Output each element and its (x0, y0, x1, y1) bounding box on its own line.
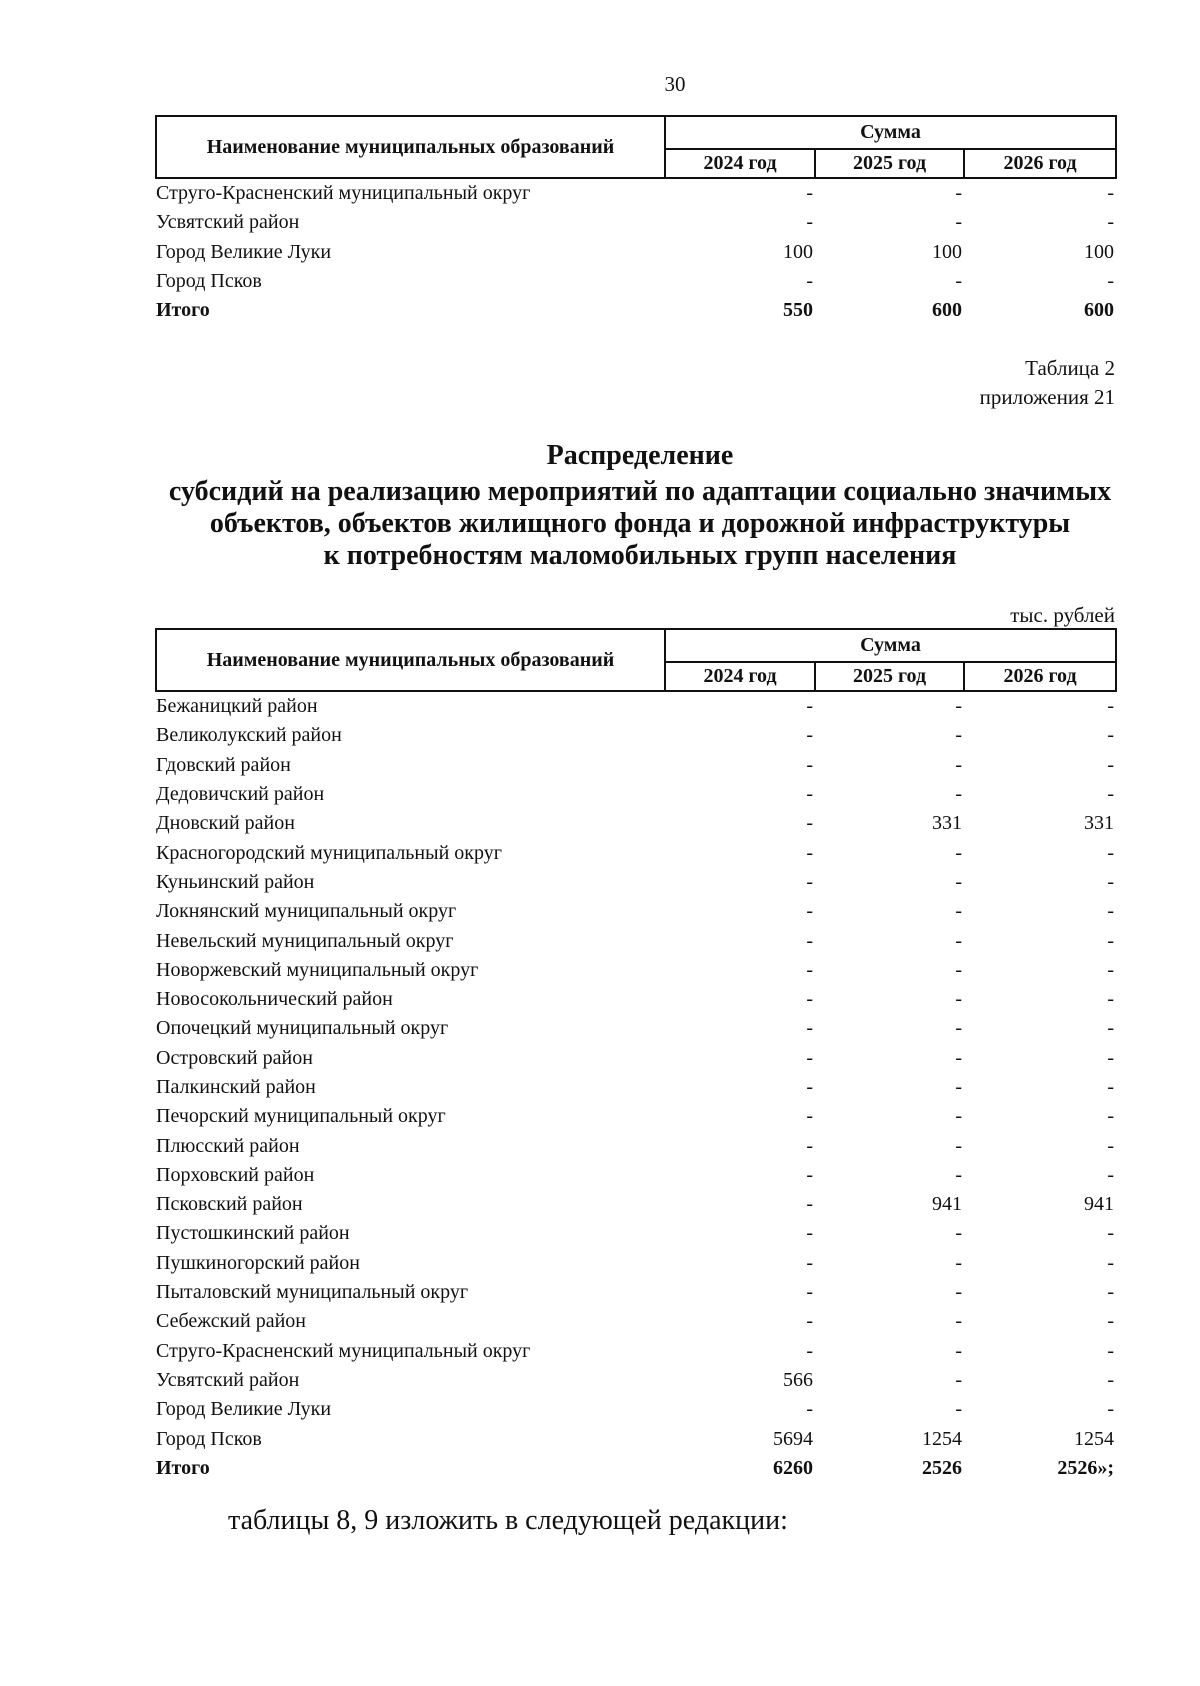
amount-2025: - (955, 1134, 962, 1157)
table-row (156, 1395, 1116, 1424)
municipality-name: Великолукский район (156, 724, 342, 747)
amount-2025: - (955, 1105, 962, 1128)
column-header-sum: Сумма (665, 116, 1116, 149)
amount-2024: - (806, 1017, 813, 1040)
amount-2025: 100 (932, 240, 962, 263)
table-row (156, 1044, 1116, 1073)
amount-2025: - (955, 958, 962, 981)
amount-2026: 100 (1084, 240, 1115, 263)
amount-2024: - (806, 1134, 813, 1157)
municipality-name: Усвятский район (156, 211, 300, 234)
table-row (156, 208, 1116, 237)
table-row (156, 1161, 1116, 1190)
municipality-name: Пыталовский муниципальный округ (156, 1281, 469, 1304)
municipality-name: Пушкиногорский район (156, 1251, 360, 1274)
amount-2025: - (955, 988, 962, 1011)
amount-2025: 2526 (922, 1456, 962, 1479)
column-header-name: Наименование муниципальных образований (156, 629, 665, 691)
amount-2026: - (1107, 988, 1115, 1011)
amount-2025: - (955, 695, 962, 718)
table-row (156, 1073, 1116, 1102)
table-row (156, 985, 1116, 1014)
amount-2024: 100 (783, 240, 813, 263)
amount-2026: 1254 (1074, 1427, 1115, 1450)
table-row (156, 691, 1116, 721)
amount-2025: - (955, 1076, 962, 1098)
amount-2024: - (806, 929, 813, 952)
table-row (156, 721, 1116, 750)
amount-2024: - (806, 783, 813, 806)
amount-2024: - (806, 1251, 813, 1274)
table-row (156, 1337, 1116, 1366)
municipality-name: Новосокольнический район (156, 988, 393, 1011)
table-caption-appendix: приложения 21 (979, 385, 1115, 409)
table-row (156, 751, 1116, 780)
municipality-name: Город Псков (156, 1427, 262, 1450)
table-row (156, 926, 1116, 955)
amount-2025: - (955, 211, 962, 234)
amount-2026: - (1107, 724, 1115, 747)
table-row (156, 238, 1116, 267)
amount-2026: - (1107, 958, 1115, 981)
municipality-name: Бежаницкий район (156, 695, 318, 718)
amount-2025: - (955, 1017, 962, 1040)
municipality-name: Плюсский район (156, 1134, 300, 1157)
amount-2025: - (955, 1339, 962, 1362)
amount-2026: - (1107, 929, 1115, 952)
amount-2026: - (1107, 1222, 1115, 1245)
table-row (156, 1219, 1116, 1248)
table-row (156, 1249, 1116, 1278)
amount-2026: - (1107, 1310, 1115, 1333)
municipality-name: Печорский муниципальный округ (156, 1105, 446, 1128)
table-row (156, 956, 1116, 985)
table-row (156, 868, 1116, 897)
column-header-2025: 2025 год (815, 662, 964, 691)
amount-2026: - (1107, 870, 1115, 893)
amount-2025: 331 (932, 812, 962, 835)
amount-2024: - (806, 900, 813, 923)
amount-2024: - (806, 1339, 813, 1362)
amount-2026: - (1107, 1368, 1115, 1391)
municipality-name: Куньинский район (156, 870, 315, 893)
amount-2024: - (806, 1310, 813, 1333)
amount-2025: - (955, 1368, 962, 1391)
amount-2025: 600 (932, 299, 962, 322)
amount-2026: - (1107, 695, 1115, 718)
table-row (156, 809, 1116, 838)
table-row (156, 1190, 1116, 1219)
municipality-name: Усвятский район (156, 1368, 300, 1391)
table-caption: Таблица 2 (1025, 356, 1115, 380)
amount-2025: - (955, 182, 962, 205)
amount-2026: - (1107, 1134, 1115, 1157)
amount-2024: - (806, 870, 813, 893)
amount-2025: - (955, 1251, 962, 1274)
municipality-name: Островский район (156, 1046, 313, 1069)
table-1-subsidies (155, 115, 1117, 325)
amount-2026: - (1107, 900, 1115, 923)
amount-2024: - (806, 753, 813, 776)
amount-2024: - (806, 812, 813, 835)
municipality-name: Итого (156, 1456, 210, 1479)
closing-paragraph: таблицы 8, 9 изложить в следующей редакции: (228, 1505, 788, 1536)
table-row (156, 1278, 1116, 1307)
table-2-subsidies (155, 628, 1117, 1483)
amount-2025: - (955, 1310, 962, 1333)
amount-2026: 600 (1084, 299, 1115, 322)
table-row (156, 1424, 1116, 1453)
amount-2025: - (955, 1046, 962, 1069)
amount-2026: - (1107, 841, 1115, 864)
municipality-name: Себежский район (156, 1310, 306, 1333)
amount-2025: - (955, 753, 962, 776)
column-header-sum: Сумма (665, 629, 1116, 662)
amount-2026: - (1107, 1046, 1115, 1069)
table-row (156, 780, 1116, 809)
amount-2026: - (1107, 783, 1115, 806)
amount-2025: - (955, 1281, 962, 1304)
amount-2026: 2526»; (1057, 1456, 1115, 1479)
amount-2025: - (955, 270, 962, 293)
table-row (156, 838, 1116, 867)
municipality-name: Палкинский район (156, 1076, 316, 1098)
table-row (156, 178, 1116, 208)
table-row (156, 897, 1116, 926)
total-row (156, 296, 1116, 325)
municipality-name: Дедовичский район (156, 783, 325, 806)
amount-2026: - (1107, 1251, 1115, 1274)
table-row (156, 1014, 1116, 1043)
amount-2025: - (955, 724, 962, 747)
amount-2024: - (806, 1281, 813, 1304)
amount-2026: 331 (1084, 812, 1115, 835)
column-header-2024: 2024 год (665, 149, 815, 178)
amount-2024: - (806, 988, 813, 1011)
column-header-name: Наименование муниципальных образований (156, 116, 665, 178)
document-title-line: субсидий на реализацию мероприятий по адаптации социально значимых (168, 476, 1112, 507)
amount-2026: 941 (1084, 1193, 1115, 1216)
table-row (156, 267, 1116, 296)
amount-2024: - (806, 1222, 813, 1245)
amount-2025: - (955, 1398, 962, 1421)
amount-2024: - (806, 1046, 813, 1069)
amount-2026: - (1107, 211, 1115, 234)
municipality-name: Город Псков (156, 270, 262, 293)
municipality-name: Струго-Красненский муниципальный округ (156, 182, 531, 205)
document-title-line: к потребностям маломобильных групп населения (323, 540, 957, 571)
table-row (156, 1131, 1116, 1160)
amount-2024: - (806, 1193, 813, 1216)
page-number: 30 (664, 72, 686, 96)
total-row (156, 1454, 1116, 1483)
amount-2024: - (806, 695, 813, 718)
amount-2026: - (1107, 753, 1115, 776)
amount-2025: - (955, 1163, 962, 1186)
amount-2024: 6260 (773, 1456, 813, 1479)
amount-2024: - (806, 1076, 813, 1098)
table-row (156, 1366, 1116, 1395)
municipality-name: Струго-Красненский муниципальный округ (156, 1339, 531, 1362)
amount-2025: - (955, 900, 962, 923)
column-header-2024: 2024 год (665, 662, 815, 691)
table-row (156, 1102, 1116, 1131)
municipality-name: Псковский район (156, 1193, 303, 1216)
municipality-name: Порховский район (156, 1163, 315, 1186)
amount-2025: - (955, 870, 962, 893)
amount-2025: 1254 (922, 1427, 962, 1450)
amount-2025: - (955, 929, 962, 952)
amount-2026: - (1107, 1398, 1115, 1421)
amount-2024: - (806, 1163, 813, 1186)
amount-2026: - (1107, 1017, 1115, 1040)
table-row (156, 1307, 1116, 1336)
amount-2026: - (1107, 1163, 1115, 1186)
amount-2025: 941 (932, 1193, 962, 1216)
amount-2024: - (806, 1398, 813, 1421)
amount-2024: - (806, 958, 813, 981)
municipality-name: Город Великие Луки (156, 240, 332, 263)
amount-2025: - (955, 1222, 962, 1245)
amount-2024: 5694 (773, 1427, 813, 1450)
municipality-name: Дновский район (156, 812, 295, 835)
column-header-2026: 2026 год (964, 662, 1116, 691)
municipality-name: Гдовский район (156, 753, 291, 776)
amount-2024: 550 (783, 299, 813, 322)
amount-2025: - (955, 783, 962, 806)
amount-2026: - (1107, 1339, 1115, 1362)
document-title-line: объектов, объектов жилищного фонда и дорожной инфраструктуры (209, 508, 1071, 539)
column-header-2026: 2026 год (964, 149, 1116, 178)
document-title: Распределение (546, 440, 734, 471)
amount-2026: - (1107, 270, 1115, 293)
amount-2026: - (1107, 1281, 1115, 1304)
municipality-name: Город Великие Луки (156, 1398, 332, 1421)
amount-2024: - (806, 724, 813, 747)
amount-2024: - (806, 1105, 813, 1128)
amount-2024: 566 (783, 1368, 813, 1391)
amount-2024: - (806, 841, 813, 864)
municipality-name: Новоржевский муниципальный округ (156, 958, 479, 981)
municipality-name: Невельский муниципальный округ (156, 929, 454, 952)
amount-2024: - (806, 211, 813, 234)
units-label: тыс. рублей (1010, 603, 1115, 627)
municipality-name: Пустошкинский район (156, 1222, 350, 1245)
municipality-name: Итого (156, 299, 210, 322)
amount-2026: - (1107, 182, 1115, 205)
amount-2024: - (806, 270, 813, 293)
municipality-name: Красногородский муниципальный округ (156, 841, 502, 864)
column-header-2025: 2025 год (815, 149, 964, 178)
municipality-name: Опочецкий муниципальный округ (156, 1017, 449, 1040)
amount-2026: - (1107, 1076, 1115, 1098)
municipality-name: Локнянский муниципальный округ (156, 900, 457, 923)
amount-2026: - (1107, 1105, 1115, 1128)
amount-2024: - (806, 182, 813, 205)
amount-2025: - (955, 841, 962, 864)
